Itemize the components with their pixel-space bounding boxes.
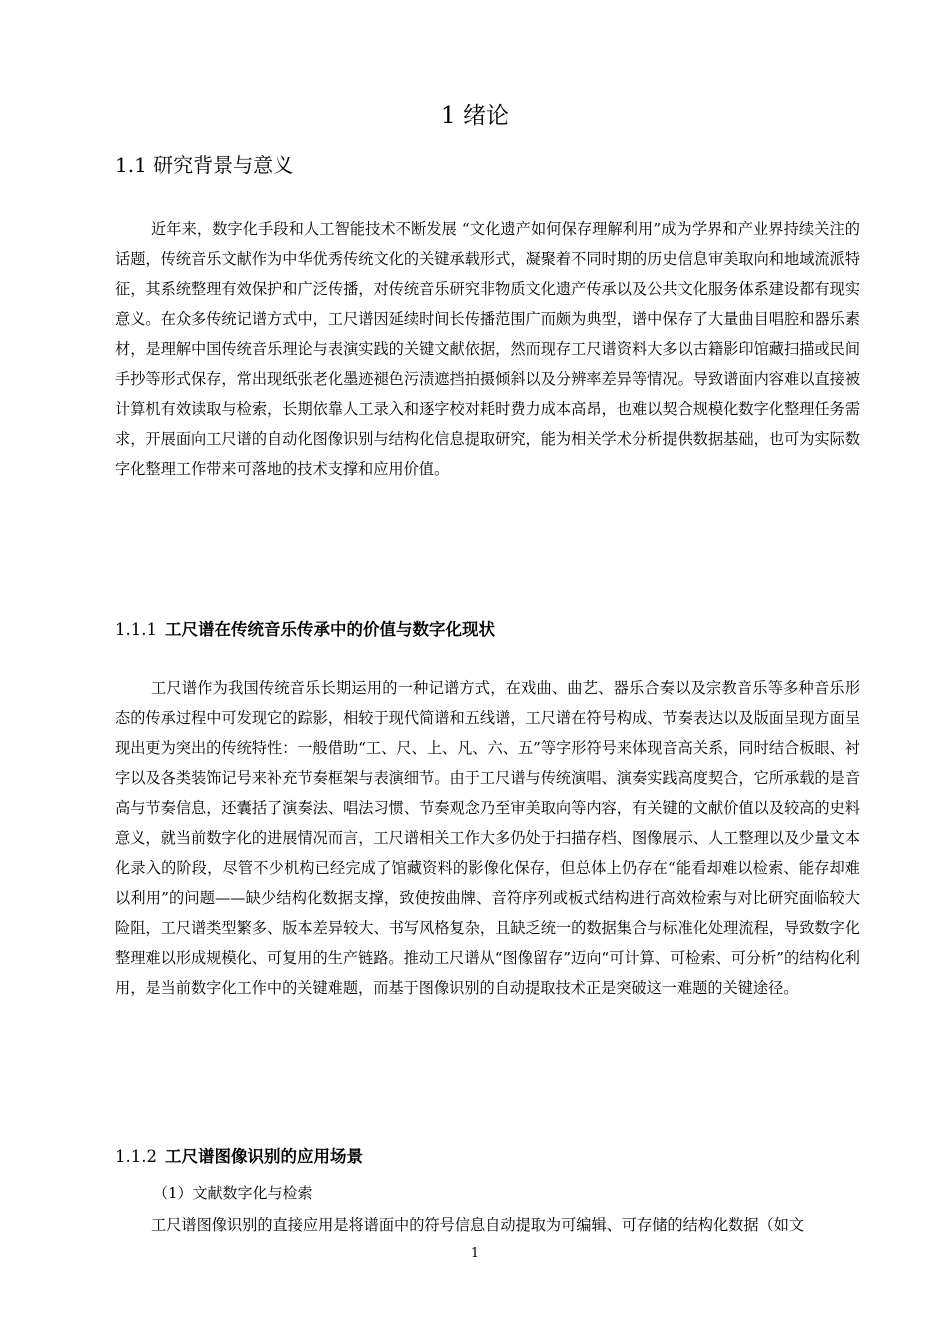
section-1-1-1-number: 1.1.1 — [115, 620, 157, 639]
section-1-1-2-heading — [115, 1143, 363, 1171]
section-1-1-1-heading — [115, 616, 495, 644]
section-1-1-1-paragraph: 工尺谱作为我国传统音乐长期运用的一种记谱方式，在戏曲、曲艺、器乐合奏以及宗教音乐等多种音乐形态的传承过程中可发现它的踪影，相较于现代简谱和五线谱，工尺谱在符号构成、节奏表达以及版面呈现方面呈现出更为突出的传统特性：一般借助“工、尺、上、凡、六、五”等字形符号来体现音高关系，同时结合板眼、衬字以及各类装饰记号来补充节奏框架与表演细节。由于工尺谱与传统演唱、演奏实践高度契合，它所承载的是音高与节奏信息，还囊括了演奏法、唱法习惯、节奏观念乃至审美取向等内容，有关键的文献价值以及较高的史料意义，就当前数字化的进展情况而言，工尺谱相关工作大多仍处于扫描存档、图像展示、人工整理以及少量文本化录入的阶段，尽管不少机构已经完成了馆藏资料的影像化保存，但总体上仍存在“能看却难以检索、能存却难以利用”的问题——缺少结构化数据支撑，致使按曲牌、音符序列或板式结构进行高效检索与对比研究面临较大险阻，工尺谱类型繁多、版本差异较大、书写风格复杂，且缺乏统一的数据集合与标准化处理流程，导致数字化整理难以形成规模化、可复用的生产链路。推动工尺谱从“图像留存”迈向“可计算、可检索、可分析”的结构化利用，是当前数字化工作中的关键难题，而基于图像识别的自动提取技术正是突破这一难题的关键途径。 — [115, 679, 860, 997]
section-1-1-2-title: 工尺谱图像识别的应用场景 — [164, 1147, 363, 1166]
section-1-1-heading: 1.1 研究背景与意义 — [115, 153, 294, 177]
section-1-1-2-paragraph: 工尺谱图像识别的直接应用是将谱面中的符号信息自动提取为可编辑、可存储的结构化数据（如文 — [151, 1216, 805, 1234]
chapter-title: 1 绪论 — [441, 103, 509, 129]
section-1-1-paragraph: 近年来，数字化手段和人工智能技术不断发展 “文化遗产如何保存理解利用”成为学界和产业界持续关注的话题，传统音乐文献作为中华优秀传统文化的关键承载形式，凝聚着不同时期的历史信息审美取向和地域流派特征，其系统整理有效保护和广泛传播，对传统音乐研究非物质文化遗产传承以及公共文化服务体系建设都有现实意义。在众多传统记谱方式中，工尺谱因延续时间长传播范围广而颇为典型，谱中保存了大量曲目唱腔和器乐素材，是理解中国传统音乐理论与表演实践的关键文献依据，然而现存工尺谱资料大多以古籍影印馆藏扫描或民间手抄等形式保存，常出现纸张老化墨迹褪色污渍遮挡拍摄倾斜以及分辨率差异等情况。导致谱面内容难以直接被计算机有效读取与检索，长期依靠人工录入和逐字校对耗时费力成本高昂，也难以契合规模化数字化整理任务需求，开展面向工尺谱的自动化图像识别与结构化信息提取研究，能为相关学术分析提供数据基础，也可为实际数字化整理工作带来可落地的技术支撑和应用价值。 — [115, 220, 860, 478]
section-1-1-2-item-1: （1）文献数字化与检索 — [153, 1184, 313, 1202]
section-1-1-2-number: 1.1.2 — [115, 1147, 157, 1166]
section-1-1-1-title: 工尺谱在传统音乐传承中的价值与数字化现状 — [164, 620, 495, 639]
page-number: 1 — [470, 1246, 480, 1261]
